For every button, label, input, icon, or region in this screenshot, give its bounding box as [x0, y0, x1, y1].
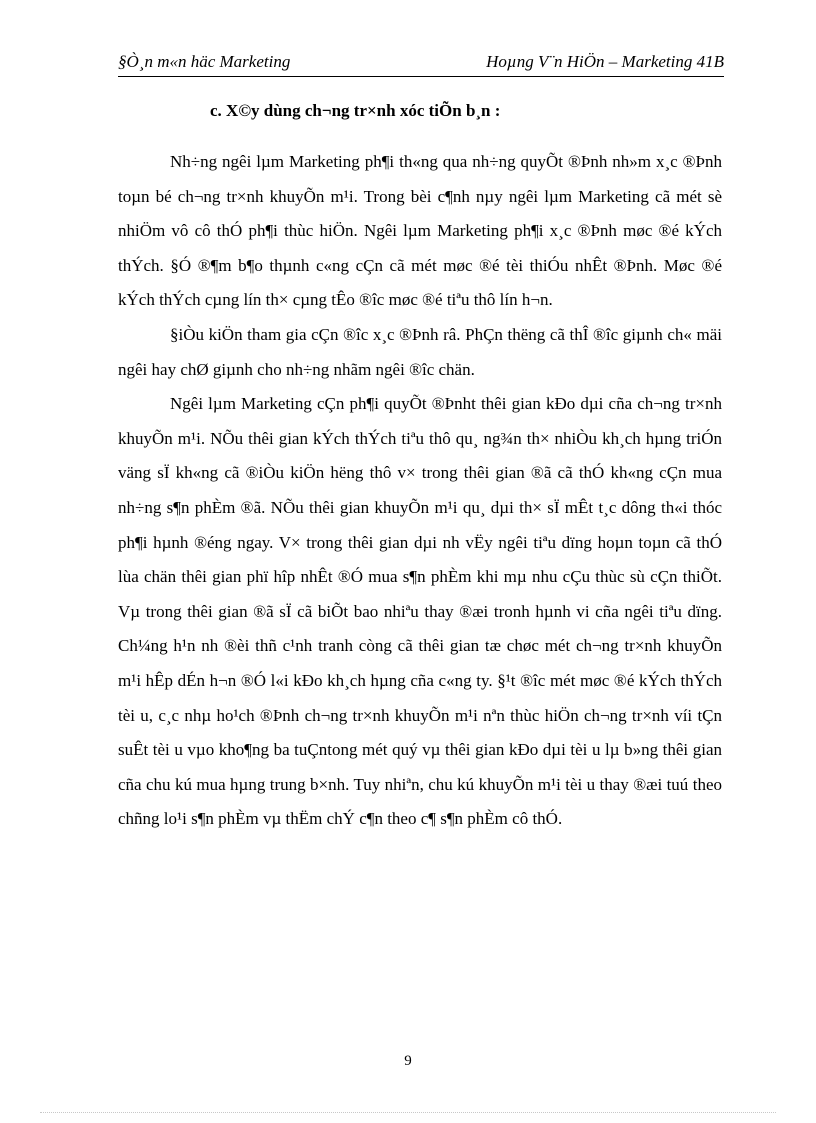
paragraph: Nh÷ng ngêi lµm Marketing ph¶i th«ng qua nh÷ng quyÕt ®Þnh nh»m x¸c ®Þnh toµn bé ch¬ng tr×nh khuyÕn m¹i. Trong bèi c¶nh nµy ngêi lµm Marketing cã mét sè nhiÖm vô cô thÓ ph¶i thùc hiÖn. Ngêi lµm Marketing ph¶i x¸c ®Þnh møc ®é kÝch thÝch. §Ó ®¶m b¶o thµnh c«ng cÇn cã mét møc ®é tèi thiÓu nhÊt ®Þnh. Møc ®é kÝch thÝch cµng lín th× cµng tÊo ®îc møc ®é tiªu thô lín h¬n. [118, 152, 722, 310]
page-number: 9 [404, 1053, 412, 1069]
page-bottom-divider [40, 1112, 776, 1113]
section-heading: c. X©y dùng ch¬ng tr×nh xóc tiÕn b¸n : [210, 101, 501, 120]
paragraph: Ngêi lµm Marketing cÇn ph¶i quyÕt ®Þnht thêi gian kÐo dµi cña ch¬ng tr×nh khuyÕn m¹i. NÕu thêi gian kÝch thÝch tiªu thô qu¸ ng¾n th× nhiÒu kh¸ch hµng triÓn väng sÏ kh«ng cã ®iÒu kiÖn hëng thô v× trong thêi gian ®ã cã thÓ kh«ng cÇn mua nh÷ng s¶n phÈm ®ã. NÕu thêi gian khuyÕn m¹i qu¸ dµi th× sÏ mÊt t¸c dông th«i thóc ph¶i hµnh ®éng ngay. V× trong thêi gian dµi nh vËy ngêi tiªu dïng hoµn toµn cã thÓ lùa chän thêi gian phï hîp nhÊt ®Ó mua s¶n phÈm khi mµ nhu cÇu thùc sù cÇn thiÕt. Vµ trong thêi gian ®ã sÏ cã biÕt bao nhiªu thay ®æi tronh hµnh vi cña ngêi tiªu dïng. Ch¼ng h¹n nh ®èi thñ c¹nh tranh còng cã thêi gian tæ chøc mét ch¬ng tr×nh khuyÕn m¹i hÊp dÉn h¬n ®Ó l«i kÐo kh¸ch hµng cña c«ng ty. §¹t ®îc mét møc ®é kÝch thÝch tèi u, c¸c nhµ ho¹ch ®Þnh ch¬ng tr×nh khuyÕn m¹i nªn thùc hiÖn ch¬ng tr×nh víi tÇn suÊt tèi u vµo kho¶ng ba tuÇntong mét quý vµ thêi gian kÐo dµi tèi u lµ b»ng thêi gian cña chu kú mua hµng trung b×nh. Tuy nhiªn, chu kú khuyÕn m¹i tèi u thay ®æi tuú theo chñng lo¹i s¶n phÈm vµ thËm chÝ c¶n theo c¶ s¶n phÈm cô thÓ. [118, 394, 722, 829]
page-header [118, 52, 724, 77]
body-text [118, 145, 722, 837]
header-course-title: §Ò¸n m«n häc Marketing [118, 52, 291, 71]
paragraph: §iÒu kiÖn tham gia cÇn ®îc x¸c ®Þnh râ. PhÇn thëng cã thÎ ®îc giµnh ch« mäi ngêi hay chØ giµnh cho nh÷ng nhãm ngêi ®îc chän. [118, 324, 722, 379]
header-author: Hoµng V¨n HiÖn – Marketing 41B [486, 52, 724, 71]
